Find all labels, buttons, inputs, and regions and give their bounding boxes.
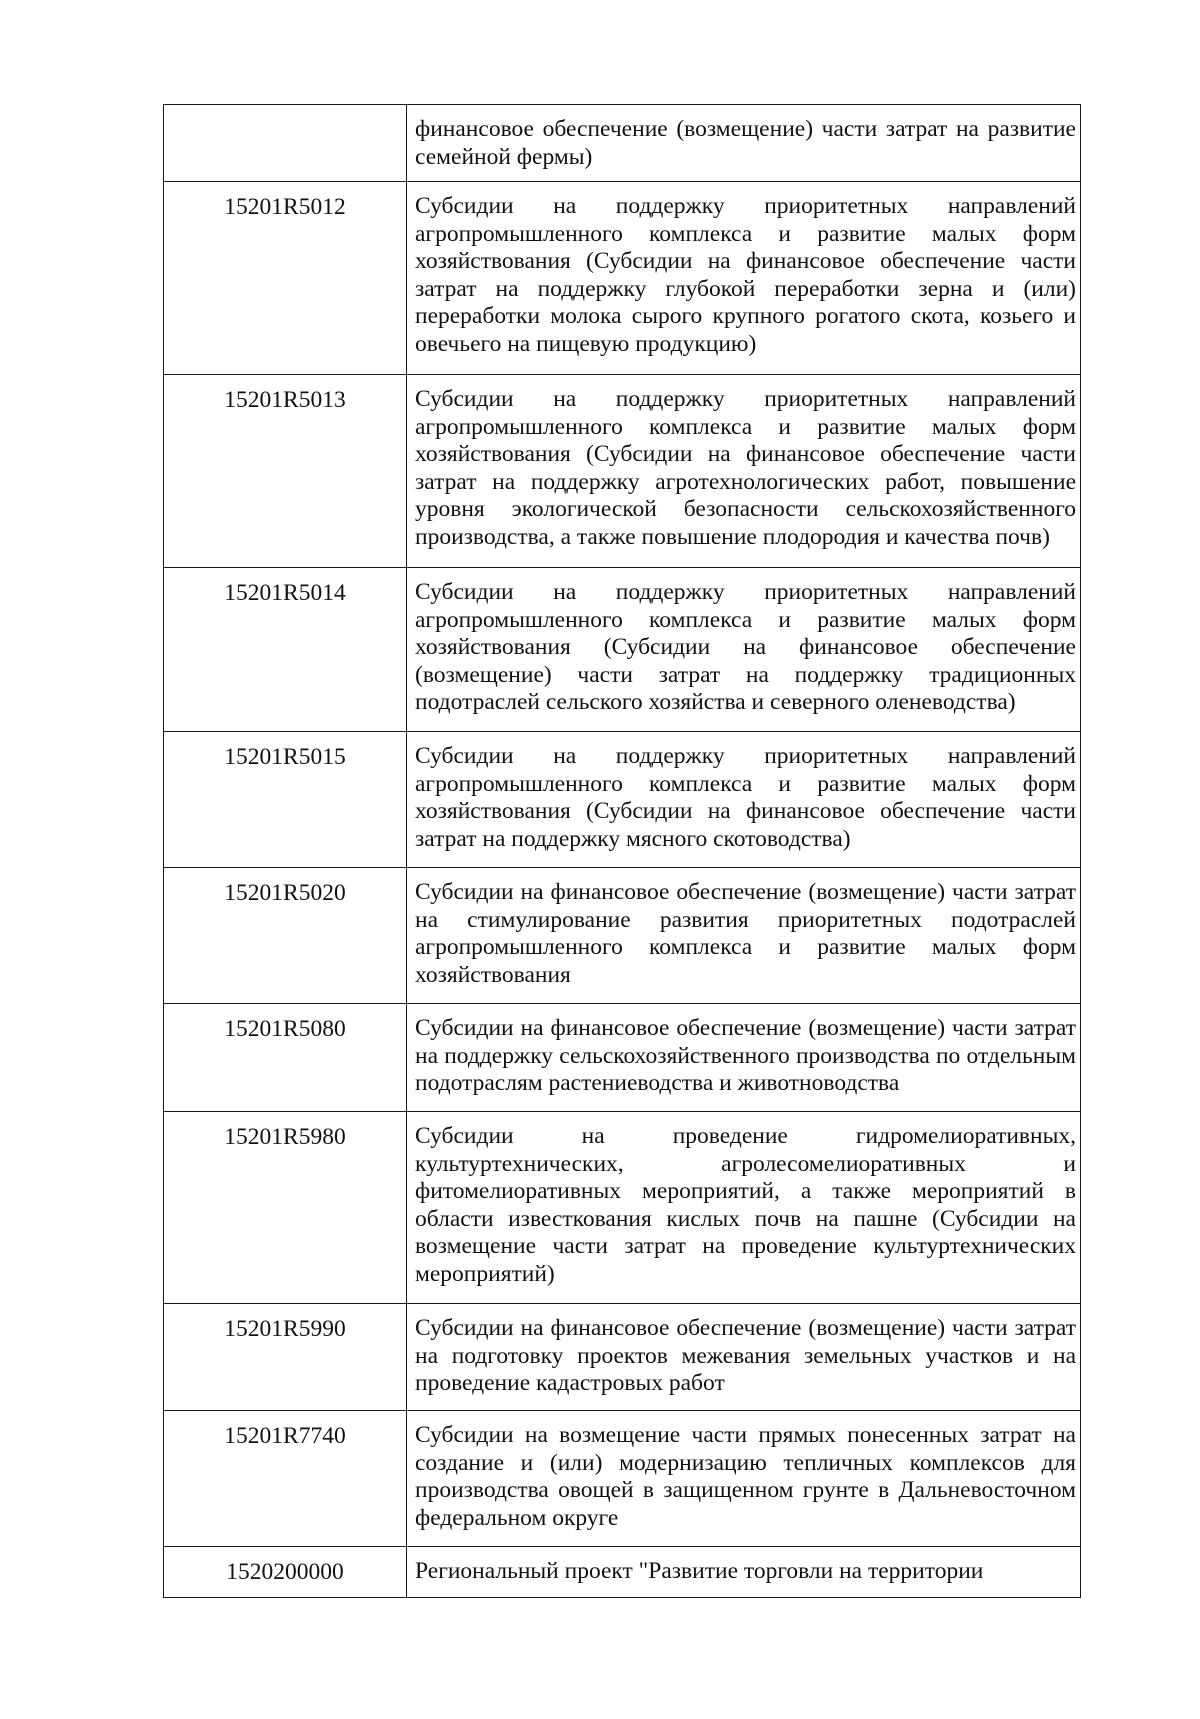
code-cell: 15201R5980 (164, 1112, 407, 1304)
code-cell: 15201R5014 (164, 568, 407, 732)
description-cell: Субсидии на поддержку приоритетных направлений агропромышленного комплекса и развитие малых форм хозяйствования (Субсидии на финансовое обеспечение части затрат на поддержку глубокой переработки зерна и (или) переработки молока сырого крупного рогатого скота, козьего и овечьего на пищевую продукцию) (407, 182, 1081, 375)
code-cell: 15201R5015 (164, 732, 407, 868)
table-row (164, 1004, 1081, 1112)
table-row (164, 868, 1081, 1004)
table-row (164, 732, 1081, 868)
description-cell: финансовое обеспечение (возмещение) части затрат на развитие семейной фермы) (407, 105, 1081, 182)
description-cell: Субсидии на поддержку приоритетных направлений агропромышленного комплекса и развитие малых форм хозяйствования (Субсидии на финансовое обеспечение (возмещение) части затрат на поддержку традиционных подотраслей сельского хозяйства и северного оленеводства) (407, 568, 1081, 732)
description-cell: Субсидии на возмещение части прямых понесенных затрат на создание и (или) модернизацию тепличных комплексов для производства овощей в защищенном грунте в Дальневосточном федеральном округе (407, 1411, 1081, 1547)
description-cell: Субсидии на финансовое обеспечение (возмещение) части затрат на стимулирование развития приоритетных подотраслей агропромышленного комплекса и развитие малых форм хозяйствования (407, 868, 1081, 1004)
description-cell: Субсидии на финансовое обеспечение (возмещение) части затрат на подготовку проектов межевания земельных участков и на проведение кадастровых работ (407, 1304, 1081, 1411)
description-cell: Субсидии на проведение гидромелиоративных, культуртехнических, агролесомелиоративных и фитомелиоративных мероприятий, а также мероприятий в области известкования кислых почв на пашне (Субсидии на возмещение части затрат на проведение культуртехнических мероприятий) (407, 1112, 1081, 1304)
code-cell: 15201R5020 (164, 868, 407, 1004)
code-cell: 15201R7740 (164, 1411, 407, 1547)
code-cell: 15201R5013 (164, 375, 407, 568)
code-cell: 15201R5012 (164, 182, 407, 375)
description-cell: Субсидии на финансовое обеспечение (возмещение) части затрат на поддержку сельскохозяйственного производства по отдельным подотраслям растениеводства и животноводства (407, 1004, 1081, 1112)
description-cell: Региональный проект "Развитие торговли на территории (407, 1547, 1081, 1598)
budget-code-table (163, 104, 1081, 1598)
table-row (164, 375, 1081, 568)
table-row (164, 182, 1081, 375)
table-row (164, 568, 1081, 732)
table-row (164, 1411, 1081, 1547)
table-row (164, 1112, 1081, 1304)
code-cell: 15201R5990 (164, 1304, 407, 1411)
table-row (164, 105, 1081, 182)
document-page (163, 104, 1081, 1598)
table-row (164, 1547, 1081, 1598)
description-cell: Субсидии на поддержку приоритетных направлений агропромышленного комплекса и развитие малых форм хозяйствования (Субсидии на финансовое обеспечение части затрат на поддержку агротехнологических работ, повышение уровня экологической безопасности сельскохозяйственного производства, а также повышение плодородия и качества почв) (407, 375, 1081, 568)
code-cell (164, 105, 407, 182)
table-row (164, 1304, 1081, 1411)
code-cell: 15201R5080 (164, 1004, 407, 1112)
description-cell: Субсидии на поддержку приоритетных направлений агропромышленного комплекса и развитие малых форм хозяйствования (Субсидии на финансовое обеспечение части затрат на поддержку мясного скотоводства) (407, 732, 1081, 868)
code-cell: 1520200000 (164, 1547, 407, 1598)
